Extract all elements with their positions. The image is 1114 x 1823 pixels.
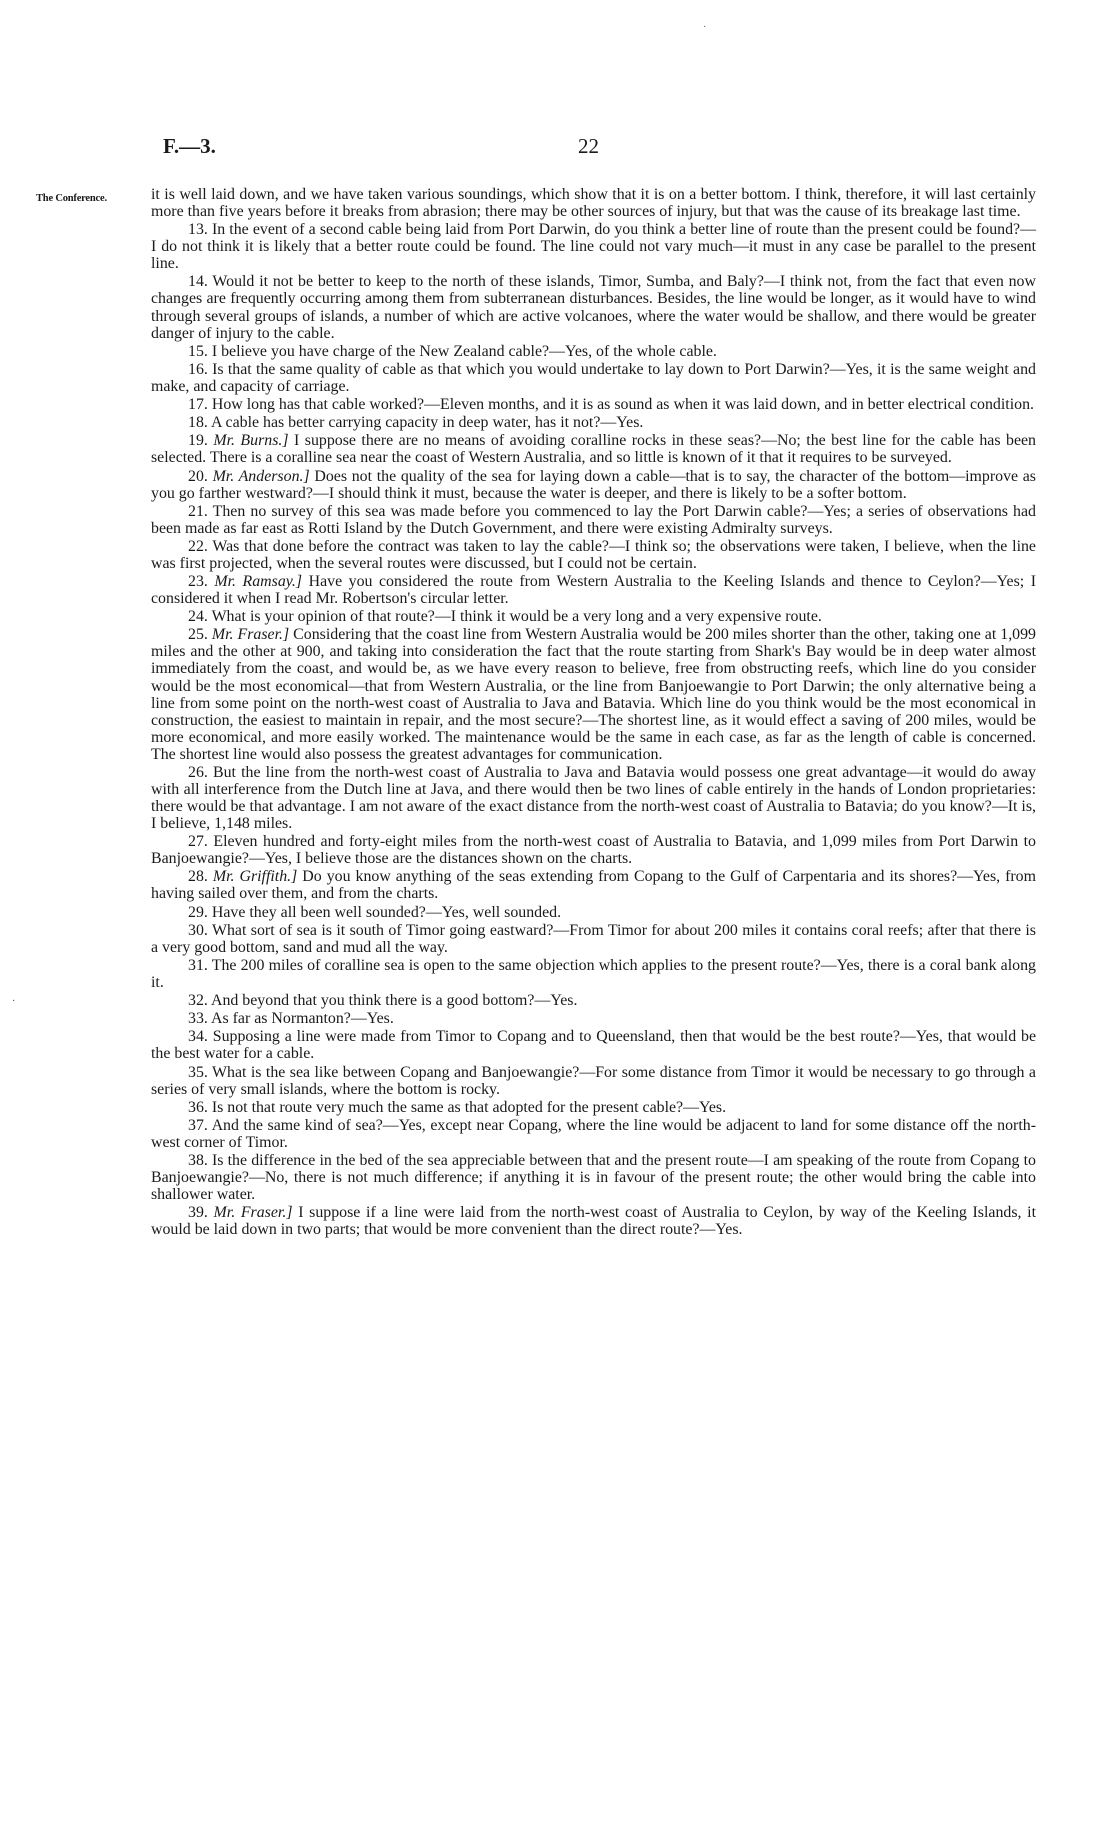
question-number: 15. (188, 342, 212, 360)
question-number: 29. (188, 903, 212, 921)
question-paragraph (151, 273, 1036, 341)
question-number: 28. (188, 868, 213, 886)
question-paragraph (151, 414, 1036, 431)
question-paragraph (151, 764, 1036, 832)
question-number: 22. (188, 537, 213, 555)
paragraph-continuation (151, 186, 1036, 220)
question-number: 25. (188, 626, 212, 644)
paragraph-text: it is well laid down, and we have taken various soundings, which show that it is on a better bottom. I think, therefore, it will last certainly more than five years before it breaks from abrasion; there may be other sources of injury, but that was the cause of its breakage last time. (151, 186, 1036, 221)
paragraph-text: Do you know anything of the seas extending from Copang to the Gulf of Carpentaria and its shores?—Yes, from having sailed over them, and from the charts. (151, 868, 1036, 903)
speaker-name: Mr. Burns.] (213, 432, 295, 450)
question-paragraph (151, 1152, 1036, 1203)
paragraph-text: Eleven hundred and forty-eight miles from the north-west coast of Australia to Batavia, and 1,099 miles from Port Darwin to Banjoewangie?—Yes, I believe those are the distances shown on the charts. (151, 833, 1036, 868)
paragraph-text: I suppose if a line were laid from the north-west coast of Australia to Ceylon, by way of the Keeling Islands, it would be laid down in two parts; that would be more convenient than the direct route?—Yes. (151, 1204, 1037, 1239)
question-number: 27. (188, 833, 214, 851)
question-number: 24. (188, 608, 212, 626)
question-number: 26. (188, 763, 214, 781)
question-paragraph (151, 904, 1036, 921)
question-paragraph (151, 396, 1036, 413)
question-paragraph (151, 868, 1036, 902)
question-paragraph (151, 1010, 1036, 1027)
paragraph-text: Is the difference in the bed of the sea appreciable between that and the present route—I am speaking of the route from Copang to Banjoewangie?—No, there is not much difference; if anything it is in favour of the present route; the other would bring the cable into shallower water. (151, 1152, 1036, 1204)
question-number: 33. (188, 1010, 211, 1028)
question-number: 14. (188, 273, 213, 291)
question-number: 30. (188, 921, 212, 939)
paragraph-text: Have you considered the route from Western Australia to the Keeling Islands and thence to Ceylon?—Yes; I considered it when I read Mr. Robertson's circular letter. (151, 573, 1036, 608)
question-paragraph (151, 1064, 1036, 1098)
question-number: 19. (188, 432, 214, 450)
paragraph-text: Is that the same quality of cable as that which you would undertake to lay down to Port Darwin?—Yes, it is the same weight and make, and capacity of carriage. (151, 360, 1036, 395)
document-body (151, 186, 1036, 1239)
question-paragraph (151, 1028, 1036, 1062)
speaker-name: Mr. Anderson.] (212, 467, 315, 485)
paragraph-text: Have they all been well sounded?—Yes, well sounded. (211, 903, 562, 921)
paragraph-text: And the same kind of sea?—Yes, except near Copang, where the line would be adjacent to land for some distance off the north-west corner of Timor. (151, 1116, 1036, 1151)
paragraph-text: How long has that cable worked?—Eleven months, and it is as sound as when it was laid down, and in better electrical condition. (211, 396, 1034, 414)
question-number: 31. (188, 956, 212, 974)
question-paragraph (151, 432, 1036, 466)
paragraph-text: Supposing a line were made from Timor to Copang and to Queensland, then that would be the best route?—Yes, that would be the best water for a cable. (151, 1028, 1036, 1063)
question-number: 17. (188, 396, 212, 414)
question-paragraph (151, 221, 1036, 272)
question-number: 37. (188, 1116, 212, 1134)
question-paragraph (151, 922, 1036, 956)
paragraph-text: What is your opinion of that route?—I think it would be a very long and a very expensive route. (211, 608, 822, 626)
paragraph-text: What sort of sea is it south of Timor going eastward?—From Timor for about 200 miles it contains coral reefs; after that there is a very good bottom, sand and mud all the way. (151, 921, 1036, 956)
question-number: 38. (188, 1152, 213, 1170)
paragraph-text: The 200 miles of coralline sea is open to the same objection which applies to the present route?—Yes, there is a coral bank along it. (151, 956, 1036, 991)
question-number: 34. (188, 1028, 213, 1046)
question-number: 39. (188, 1204, 214, 1222)
paragraph-text: And beyond that you think there is a good bottom?—Yes. (210, 992, 578, 1010)
paragraph-text: Considering that the coast line from Western Australia would be 200 miles shorter than the other, taking one at 1,099 miles and the other at 900, and taking into consideration the fact that the route starting from Shark's Bay would be in deep water almost immediately from the coast, and would be, as we have every reason to believe, free from obstructing reefs, which line do you consider would be the most economical—that from Western Australia, or the line from Banjoewangie to Port Darwin; the only alternative being a line from some point on the north-west coast of Australia to Java and Batavia. Which line do you think would be the most economical in construction, the easiest to maintain in repair, and the most secure?—The shortest line, as it would effect a saving of 200 miles, would be more economical, and more easily worked. The maintenance would be the same in each case, as far as the length of cable is concerned. The shortest line would also possess the greatest advantages for communication. (151, 626, 1037, 763)
question-paragraph (151, 538, 1036, 572)
question-number: 20. (188, 467, 213, 485)
paragraph-text: In the event of a second cable being laid from Port Darwin, do you think a better line of route than the present could be found?—I do not think it is likely that a better route could be found. The line could not vary much—it must in any case be parallel to the present line. (151, 221, 1036, 273)
question-paragraph (151, 992, 1036, 1009)
speaker-name: Mr. Ramsay.] (214, 573, 309, 591)
question-paragraph (151, 343, 1036, 360)
paragraph-text: Does not the quality of the sea for laying down a cable—that is to say, the character of the bottom—improve as you go farther westward?—I should think it must, because the water is deeper, and there is likely to be a softer bottom. (151, 467, 1036, 502)
paragraph-text: Was that done before the contract was taken to lay the cable?—I think so; the observations were taken, I believe, when the line was first projected, when the several routes were discussed, but I could not be certain. (151, 537, 1036, 572)
speaker-name: Mr. Griffith.] (212, 868, 303, 886)
document-reference: F.—3. (163, 134, 216, 158)
question-number: 21. (188, 502, 213, 520)
paragraph-text: Is not that route very much the same as that adopted for the present cable?—Yes. (211, 1098, 727, 1116)
question-paragraph (151, 573, 1036, 607)
question-paragraph (151, 1117, 1036, 1151)
question-number: 18. (188, 414, 211, 432)
paragraph-text: But the line from the north-west coast of Australia to Java and Batavia would possess one great advantage—it would do away with all interference from the Dutch line at Java, and there would then be two lines of cable entirely in the hands of London proprietaries: there would be that advantage. I am not aware of the exact distance from the north-west coast of Australia to Batavia; do you know?—It is, I believe, 1,148 miles. (151, 763, 1036, 832)
question-paragraph (151, 503, 1036, 537)
stray-mark: · (703, 22, 707, 33)
margin-note: The Conference. (36, 193, 107, 204)
paragraph-text: I believe you have charge of the New Zealand cable?—Yes, of the whole cable. (211, 342, 717, 360)
question-number: 35. (188, 1063, 213, 1081)
stray-mark: · (12, 996, 16, 1007)
paragraph-text: What is the sea like between Copang and Banjoewangie?—For some distance from Timor it would be necessary to go through a series of very small islands, where the bottom is rocky. (151, 1063, 1036, 1098)
page-header (0, 134, 1114, 164)
question-number: 13. (188, 221, 212, 239)
paragraph-text: Would it not be better to keep to the north of these islands, Timor, Sumba, and Baly?—I think not, from the fact that even now changes are frequently occurring among them from subterranean disturbances. Besides, the line would be longer, as it would have to wind through several groups of islands, a number of which are active volcanoes, where the water would be shallow, and there would be greater danger of injury to the cable. (151, 273, 1036, 342)
page-number: 22 (578, 134, 599, 158)
question-paragraph (151, 1099, 1036, 1116)
paragraph-text: Then no survey of this sea was made before you commenced to lay the Port Darwin cable?—Yes; a series of observations had been made as far east as Rotti Island by the Dutch Government, and there were existing Admiralty surveys. (151, 502, 1036, 537)
speaker-name: Mr. Fraser.] (213, 1204, 299, 1222)
question-number: 32. (188, 992, 211, 1010)
question-number: 36. (188, 1098, 212, 1116)
paragraph-text: I suppose there are no means of avoiding coralline rocks in these seas?—No; the best line for the cable has been selected. There is a coralline sea near the coast of Western Australia, and so little is known of it that it requires to be surveyed. (151, 432, 1036, 467)
question-paragraph (151, 608, 1036, 625)
question-number: 16. (188, 360, 213, 378)
speaker-name: Mr. Fraser.] (211, 626, 294, 644)
question-paragraph (151, 833, 1036, 867)
question-paragraph (151, 1204, 1036, 1238)
paragraph-text: As far as Normanton?—Yes. (210, 1010, 394, 1028)
question-number: 23. (188, 573, 215, 591)
paragraph-text: A cable has better carrying capacity in deep water, has it not?—Yes. (210, 414, 644, 432)
question-paragraph (151, 626, 1036, 762)
question-paragraph (151, 468, 1036, 502)
question-paragraph (151, 957, 1036, 991)
question-paragraph (151, 361, 1036, 395)
